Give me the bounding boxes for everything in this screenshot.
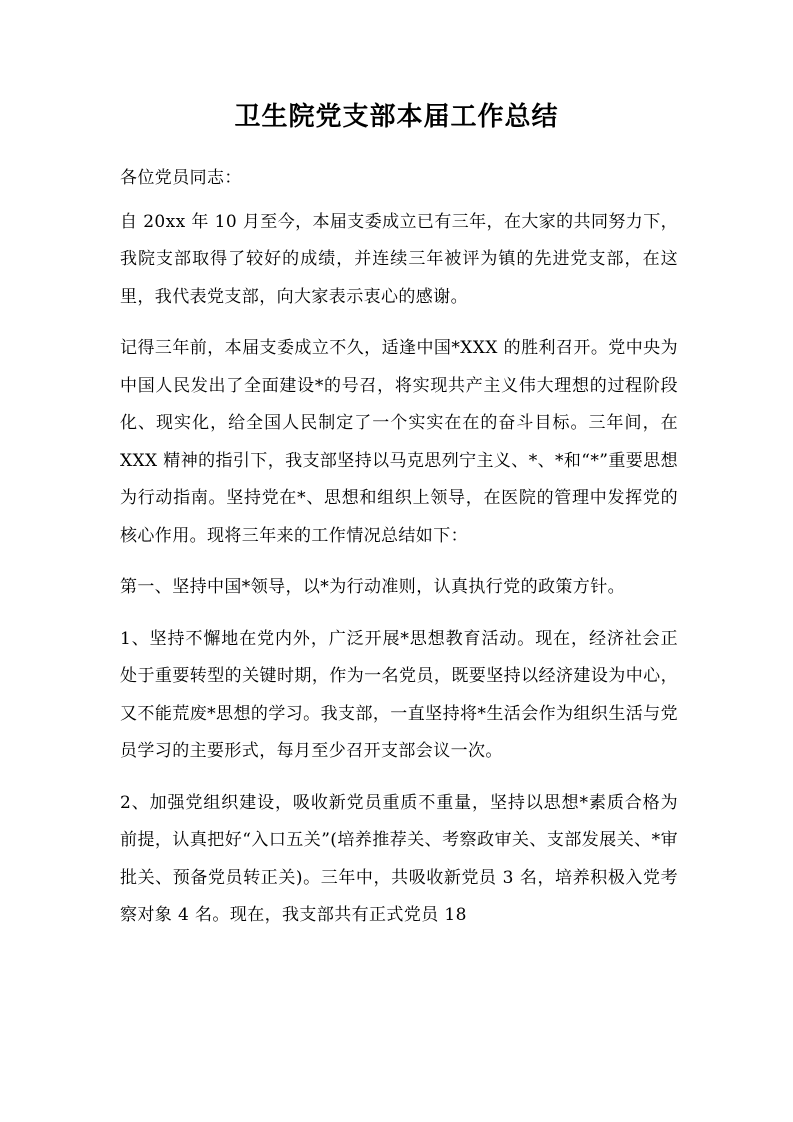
salutation: 各位党员同志： xyxy=(120,168,242,188)
document-body xyxy=(120,160,678,949)
document-title: 卫生院党支部本届工作总结 xyxy=(234,102,559,132)
paragraph-4: 1、坚持不懈地在党内外，广泛开展*思想教育活动。现在，经济社会正处于重要转型的关键时期，作为一名党员，既要坚持以经济建设为中心，又不能荒废*思想的学习。我支部，一直坚持将*生活会作为组织生活与党员学习的主要形式，每月至少召开支部会议一次。 xyxy=(120,628,678,761)
paragraph-2: 记得三年前，本届支委成立不久，适逢中国*XXX 的胜利召开。党中央为中国人民发出了全面建设*的号召，将实现共产主义伟大理想的过程阶段化、现实化，给全国人民制定了一个实实在在的奋斗目标。三年间，在 XXX 精神的指引下，我支部坚持以马克思列宁主义、*、*和“*”重要思想为行动指南。坚持党在*、思想和组织上领导，在医院的管理中发挥党的核心作用。现将三年来的工作情况总结如下： xyxy=(120,338,678,546)
paragraph-3: 第一、坚持中国*领导，以*为行动准则，认真执行党的政策方针。 xyxy=(120,577,625,597)
paragraph-5: 2、加强党组织建设，吸收新党员重质不重量，坚持以思想*素质合格为前提，认真把好“入口五关”(培养推荐关、考察政审关、支部发展关、*审批关、预备党员转正关)。三年中，共吸收新党员 3 名，培养积极入党考察对象 4 名。现在，我支部共有正式党员 18 xyxy=(120,792,678,925)
paragraph-1: 自 20xx 年 10 月至今，本届支委成立已有三年，在大家的共同努力下，我院支部取得了较好的成绩，并连续三年被评为镇的先进党支部，在这里，我代表党支部，向大家表示衷心的感谢。 xyxy=(120,211,678,307)
